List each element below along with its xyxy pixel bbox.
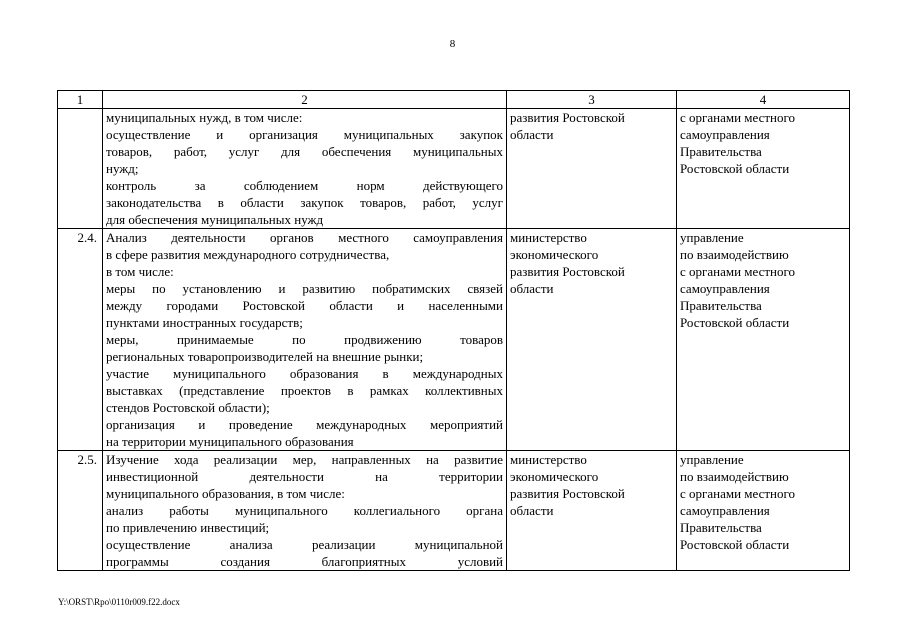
responsible-line: развития Ростовской: [510, 110, 625, 125]
description-line: пунктами иностранных государств;: [106, 315, 303, 330]
description-line: в том числе:: [106, 264, 174, 279]
responsible-line: области: [510, 127, 554, 142]
description-line: нужд;: [106, 161, 139, 176]
description-line: муниципальных нужд, в том числе:: [106, 110, 303, 125]
co-executor-line: самоуправления: [680, 127, 770, 142]
header-col-2: 2: [103, 91, 507, 109]
co-executor: [677, 451, 850, 571]
description-line: программы создания благоприятных условий: [106, 554, 503, 569]
row-number: [58, 109, 103, 229]
responsible-line: экономического: [510, 469, 599, 484]
co-executor-line: по взаимодействию: [680, 469, 789, 484]
activity-description: [103, 109, 507, 229]
description-line: для обеспечения муниципальных нужд: [106, 212, 324, 227]
description-line: контроль за соблюдением норм действующего: [106, 178, 503, 193]
responsible-line: министерство: [510, 230, 587, 245]
description-line: товаров, работ, услуг для обеспечения муниципальных: [106, 144, 503, 159]
description-line: региональных товаропроизводителей на внешние рынки;: [106, 349, 424, 364]
co-executor-line: самоуправления: [680, 503, 770, 518]
responsible-line: развития Ростовской: [510, 486, 625, 501]
co-executor-line: Правительства: [680, 298, 762, 313]
description-line: в сфере развития международного сотрудничества,: [106, 247, 390, 262]
table-row: [58, 451, 850, 571]
description-line: выставках (представление проектов в рамках коллективных: [106, 383, 503, 398]
responsible-body: [507, 109, 677, 229]
description-line: меры по установлению и развитию побратимских связей: [106, 281, 503, 296]
description-line: Анализ деятельности органов местного самоуправления: [106, 230, 503, 245]
description-line: между городами Ростовской области и населенными: [106, 298, 503, 313]
description-line: меры, принимаемые по продвижению товаров: [106, 332, 503, 347]
co-executor-line: с органами местного: [680, 264, 796, 279]
document-table: [57, 90, 850, 571]
footer-file-path: Y:\ORST\Rpo\0110r009.f22.docx: [58, 597, 180, 607]
description-line: Изучение хода реализации мер, направленных на развитие: [106, 452, 503, 467]
co-executor: [677, 229, 850, 451]
header-col-1: 1: [58, 91, 103, 109]
co-executor-line: по взаимодействию: [680, 247, 789, 262]
description-line: осуществление и организация муниципальных закупок: [106, 127, 503, 142]
responsible-body: [507, 451, 677, 571]
table-row: [58, 109, 850, 229]
activity-description: [103, 229, 507, 451]
co-executor-line: с органами местного: [680, 110, 796, 125]
row-number: 2.4.: [58, 229, 103, 451]
responsible-line: области: [510, 281, 554, 296]
description-line: анализ работы муниципального коллегиального органа: [106, 503, 503, 518]
co-executor-line: управление: [680, 230, 744, 245]
co-executor-line: Ростовской области: [680, 537, 790, 552]
description-line: стендов Ростовской области);: [106, 400, 270, 415]
responsible-line: развития Ростовской: [510, 264, 625, 279]
co-executor-line: с органами местного: [680, 486, 796, 501]
activity-description: [103, 451, 507, 571]
header-col-4: 4: [677, 91, 850, 109]
description-line: на территории муниципального образования: [106, 434, 354, 449]
description-line: осуществление анализа реализации муниципальной: [106, 537, 503, 552]
responsible-line: министерство: [510, 452, 587, 467]
co-executor-line: Правительства: [680, 144, 762, 159]
co-executor-line: Ростовской области: [680, 315, 790, 330]
description-line: по привлечению инвестиций;: [106, 520, 270, 535]
description-line: инвестиционной деятельности на территории: [106, 469, 503, 484]
co-executor: [677, 109, 850, 229]
page-number: 8: [449, 38, 456, 50]
row-number: 2.5.: [58, 451, 103, 571]
description-line: муниципального образования, в том числе:: [106, 486, 345, 501]
co-executor-line: Ростовской области: [680, 161, 790, 176]
header-col-3: 3: [507, 91, 677, 109]
responsible-line: области: [510, 503, 554, 518]
responsible-line: экономического: [510, 247, 599, 262]
description-line: участие муниципального образования в международных: [106, 366, 503, 381]
table-header-row: [58, 91, 850, 109]
description-line: законодательства в области закупок товаров, работ, услуг: [106, 195, 503, 210]
responsible-body: [507, 229, 677, 451]
table-row: [58, 229, 850, 451]
co-executor-line: самоуправления: [680, 281, 770, 296]
co-executor-line: Правительства: [680, 520, 762, 535]
description-line: организация и проведение международных мероприятий: [106, 417, 503, 432]
co-executor-line: управление: [680, 452, 744, 467]
